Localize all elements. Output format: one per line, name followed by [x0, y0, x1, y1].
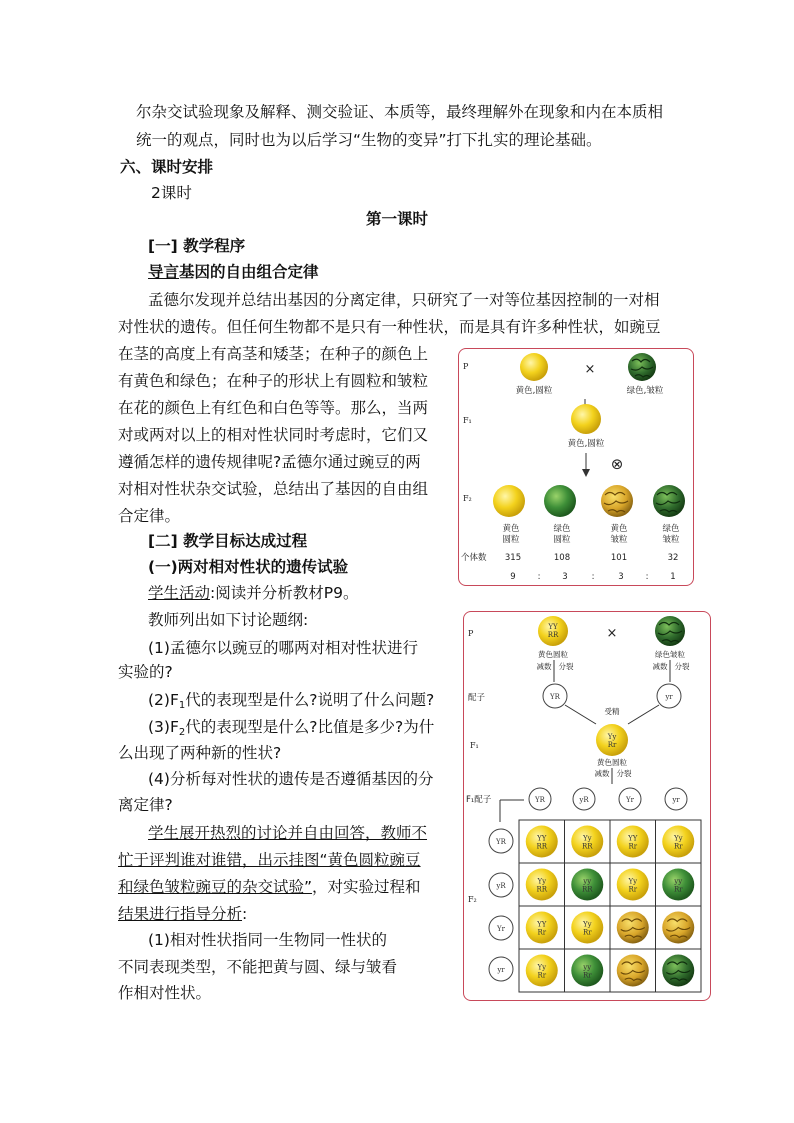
gen-label-p: P: [463, 362, 469, 371]
f2-label: 绿色: [553, 524, 571, 534]
f2-yellow-round-pea-icon: [493, 485, 525, 517]
punnett-cell-genotype: Yy RR: [536, 877, 548, 894]
f2-label: 圆粒: [502, 535, 520, 545]
gamete-yr-small: yr: [665, 693, 673, 701]
gamete-row-header: yR: [496, 882, 506, 890]
cross-symbol: ×: [606, 626, 618, 641]
intro-line: 尔杂交试验现象及解释、测交验证、本质等，最终理解外在现象和内在本质相: [136, 103, 664, 121]
gamete-col-header: YR: [535, 796, 545, 804]
gen-label-f2: F₂: [463, 494, 472, 503]
paragraph-line: 教师列出如下讨论题纲:: [148, 611, 309, 629]
question-line: [148, 690, 434, 710]
f2-label: 圆粒: [553, 535, 571, 545]
discussion-line: 忙于评判谁对谁错，出示挂图“黄色圆粒豌豆: [118, 851, 421, 869]
f2-label: 黄色: [610, 524, 628, 534]
gamete-col-header: yR: [579, 796, 589, 804]
punnett-cell-genotype: Yy Rr: [673, 834, 683, 851]
gamete-column-headers: [529, 788, 687, 810]
punnett-cell-pea-icon: [662, 912, 694, 944]
punnett-cell-genotype: YY Rr: [628, 834, 638, 851]
count-value: 315: [504, 553, 522, 563]
hours-text: 2课时: [151, 184, 192, 202]
pea-label: 黄色圆粒: [597, 758, 627, 767]
pea-label: 绿色,皱粒: [626, 386, 664, 396]
selfing-symbol: ⊗: [610, 455, 624, 473]
discussion-underlined: 和绿色皱粒豌豆的杂交试验”: [118, 878, 313, 896]
f2-yellow-wrinkled-pea-icon: [601, 485, 633, 517]
f2-green-round-pea-icon: [544, 485, 576, 517]
paragraph-line: 遵循怎样的遗传规律呢?孟德尔通过豌豆的两: [118, 453, 421, 471]
punnett-diagram: [464, 612, 710, 1000]
answer-line: 作相对性状。: [118, 984, 212, 1002]
paragraph-line: 有黄色和绿色；在种子的形状上有圆粒和皱粒: [118, 372, 429, 390]
punnett-cell-pea-icon: [662, 955, 694, 987]
paragraph-line: 对相对性状杂交试验，总结出了基因的自由组: [118, 480, 429, 498]
punnett-cell-genotype: Yy Rr: [537, 963, 547, 980]
cross-symbol: ×: [584, 362, 596, 377]
student-activity: [148, 583, 358, 603]
lesson-title: 第一课时: [366, 210, 429, 228]
f2-label: 黄色: [502, 524, 520, 534]
count-label: 个体数: [461, 553, 487, 563]
pea-label: 黄色圆粒: [538, 650, 568, 659]
f2-label: 绿色: [662, 524, 680, 534]
ratio-value: 1: [670, 572, 676, 582]
gamete-row-headers: [489, 829, 513, 981]
intro-line: 统一的观点，同时也为以后学习“生物的变异”打下扎实的理论基础。: [136, 131, 602, 149]
gamete-col-header: yr: [672, 796, 680, 804]
meiosis-label: 减数: [536, 662, 552, 671]
lead-in-label: 导言: [148, 263, 180, 281]
discussion-line: 学生展开热烈的讨论并自由回答，教师不: [148, 824, 428, 842]
meiosis-label: 减数: [652, 662, 668, 671]
answer-line: 不同表现类型，不能把黄与圆、绿与皱看: [118, 958, 398, 976]
green-wrinkled-pea-icon: [628, 353, 656, 381]
discussion-plain: :: [242, 905, 248, 923]
punnett-grid: [519, 820, 701, 992]
count-value: 32: [667, 553, 679, 563]
gamete-label: 配子: [468, 693, 486, 703]
f1-gamete-label: F₁配子: [466, 795, 492, 805]
gen-label-f2: F₂: [468, 895, 477, 904]
q2-subscript: 1: [178, 700, 186, 711]
discussion-plain: ，对实验过程和: [312, 878, 421, 896]
gamete-yr-big: YR: [550, 693, 560, 701]
f1-yellow-round-pea-icon: [571, 404, 601, 434]
punnett-cell-genotype: YY RR: [536, 834, 548, 851]
gamete-col-header: Yr: [626, 796, 634, 804]
paragraph-line: 合定律。: [118, 507, 181, 525]
punnett-cell-genotype: Yy Rr: [582, 920, 592, 937]
discussion-line: [118, 904, 247, 924]
punnett-cell-genotype: yy Rr: [582, 963, 592, 980]
gamete-row-header: Yr: [497, 925, 505, 933]
question-line: 离定律?: [118, 796, 173, 814]
section-heading: 六、课时安排: [120, 158, 214, 176]
parent-green-wrinkled-pea-icon: [655, 616, 685, 646]
split-label: 分裂: [558, 662, 574, 671]
fertilize-label: 受精: [604, 707, 620, 716]
meiosis-label: 减数: [594, 769, 610, 778]
f2-green-wrinkled-pea-icon: [653, 485, 685, 517]
pea-label: 黄色,圆粒: [567, 439, 605, 449]
split-label: 分裂: [616, 769, 632, 778]
discussion-underlined: 结果进行指导分析: [118, 905, 243, 923]
f2-label: 皱粒: [662, 535, 680, 545]
yellow-round-pea-icon: [520, 353, 548, 381]
paragraph-line: 孟德尔发现并总结出基因的分离定律，只研究了一对等位基因控制的一对相: [148, 291, 660, 309]
ratio-value: 3: [562, 572, 568, 582]
count-value: 101: [610, 553, 628, 563]
q3-prefix: (3)F: [148, 718, 179, 736]
f2-label: 皱粒: [610, 535, 628, 545]
lead-in-heading: [148, 262, 319, 282]
part-heading: [一] 教学程序: [148, 237, 246, 255]
q2-text: 代的表现型是什么?说明了什么问题?: [185, 691, 435, 709]
question-line: 么出现了两种新的性状?: [118, 744, 282, 762]
subsection-heading: (一)两对相对性状的遗传试验: [148, 558, 349, 576]
question-line: (1)孟德尔以豌豆的哪两对相对性状进行: [148, 639, 418, 657]
parent-genotype: YY RR: [547, 623, 559, 639]
pea-label: 绿色皱粒: [655, 650, 685, 659]
gen-label-p: P: [468, 629, 474, 638]
q3-text: 代的表现型是什么?比值是多少?为什: [185, 718, 435, 736]
punnett-cell-genotype: Yy Rr: [628, 877, 638, 894]
part-heading: [二] 教学目标达成过程: [148, 532, 308, 550]
paragraph-line: 对性状的遗传。但任何生物都不是只有一种性状，而是具有许多种性状，如豌豆: [118, 318, 661, 336]
gamete-row-header: YR: [496, 838, 506, 846]
punnett-cell-genotype: Yy RR: [581, 834, 593, 851]
question-line: 实验的?: [118, 663, 173, 681]
paragraph-line: 在花的颜色上有红色和白色等等。那么，当两: [118, 399, 429, 417]
ratio-colon: :: [645, 572, 649, 582]
pea-label: 黄色,圆粒: [515, 386, 553, 396]
gamete-row-header: yr: [497, 966, 505, 974]
ratio-value: 9: [510, 572, 516, 582]
ratio-colon: :: [537, 572, 541, 582]
student-activity-label: 学生活动: [148, 584, 211, 602]
gen-label-f1: F₁: [463, 416, 472, 425]
pea-cross-diagram: [459, 349, 693, 585]
answer-line: (1)相对性状指同一生物同一性状的: [148, 931, 387, 949]
pea-cross-figure: [458, 348, 694, 586]
punnett-cell-genotype: yy Rr: [673, 877, 683, 894]
ratio-value: 3: [618, 572, 624, 582]
split-label: 分裂: [674, 662, 690, 671]
punnett-cell-pea-icon: [617, 955, 649, 987]
punnett-square-figure: [463, 611, 711, 1001]
f1-genotype: Yy Rr: [607, 733, 617, 749]
q3-subscript: 2: [178, 727, 186, 738]
punnett-cell-genotype: yy RR: [581, 877, 593, 894]
punnett-cell-pea-icon: [617, 912, 649, 944]
ratio-colon: :: [591, 572, 595, 582]
paragraph-line: 对或两对以上的相对性状同时考虑时，它们又: [118, 426, 429, 444]
question-line: [148, 717, 434, 737]
q2-prefix: (2)F: [148, 691, 179, 709]
gen-label-f1: F₁: [470, 741, 479, 750]
count-value: 108: [553, 553, 571, 563]
lead-in-title: 基因的自由组合定律: [179, 263, 319, 281]
paragraph-line: 在茎的高度上有高茎和矮茎；在种子的颜色上: [118, 345, 429, 363]
discussion-line: [118, 877, 421, 897]
student-activity-text: :阅读并分析教材P9。: [210, 584, 359, 602]
question-line: (4)分析每对性状的遗传是否遵循基因的分: [148, 770, 434, 788]
punnett-cell-genotype: YY Rr: [537, 920, 547, 937]
